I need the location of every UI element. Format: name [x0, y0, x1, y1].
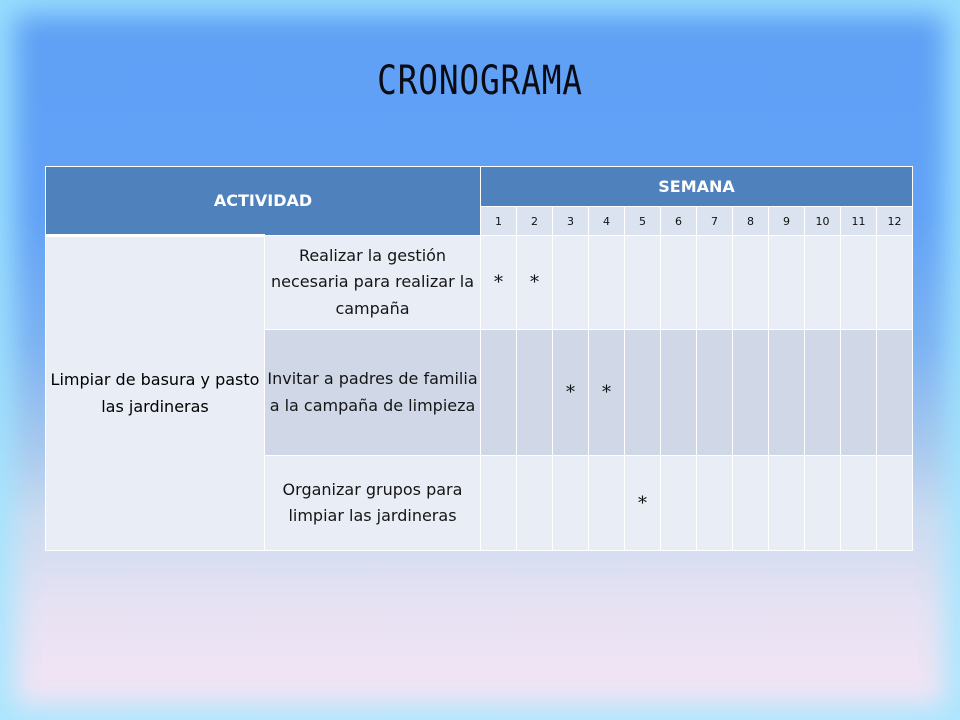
header-week: SEMANA	[481, 167, 913, 207]
week-mark-cell	[769, 236, 805, 330]
week-mark-cell	[553, 236, 589, 330]
week-mark-cell	[805, 236, 841, 330]
main-activity-cell: Limpiar de basura y pasto las jardineras	[46, 236, 265, 551]
week-number: 9	[769, 207, 805, 236]
week-number: 7	[697, 207, 733, 236]
schedule-table	[45, 166, 913, 551]
week-mark-cell	[877, 330, 913, 456]
week-mark-cell	[625, 330, 661, 456]
week-mark-cell	[481, 456, 517, 551]
week-mark-cell	[805, 330, 841, 456]
week-mark-cell: *	[517, 236, 553, 330]
week-number: 3	[553, 207, 589, 236]
week-mark-cell	[589, 236, 625, 330]
task-cell: Invitar a padres de familia a la campaña de limpieza	[265, 330, 481, 456]
header-activity: ACTIVIDAD	[46, 167, 481, 236]
week-number: 12	[877, 207, 913, 236]
week-mark-cell: *	[481, 236, 517, 330]
week-mark-cell	[733, 236, 769, 330]
week-mark-cell	[661, 456, 697, 551]
week-number: 10	[805, 207, 841, 236]
week-number: 11	[841, 207, 877, 236]
week-number: 6	[661, 207, 697, 236]
week-mark-cell: *	[589, 330, 625, 456]
week-mark-cell	[661, 330, 697, 456]
week-number: 4	[589, 207, 625, 236]
week-number: 8	[733, 207, 769, 236]
week-number: 5	[625, 207, 661, 236]
week-mark-cell	[733, 456, 769, 551]
week-mark-cell	[697, 330, 733, 456]
week-mark-cell	[805, 456, 841, 551]
week-number: 2	[517, 207, 553, 236]
week-number: 1	[481, 207, 517, 236]
table-row	[46, 236, 913, 330]
week-mark-cell	[733, 330, 769, 456]
week-mark-cell	[841, 456, 877, 551]
week-mark-cell	[841, 330, 877, 456]
week-mark-cell	[517, 456, 553, 551]
week-mark-cell	[769, 330, 805, 456]
task-cell: Realizar la gestión necesaria para realizar la campaña	[265, 236, 481, 330]
week-mark-cell	[877, 236, 913, 330]
task-cell: Organizar grupos para limpiar las jardineras	[265, 456, 481, 551]
week-mark-cell	[589, 456, 625, 551]
week-mark-cell	[481, 330, 517, 456]
slide-title: CRONOGRAMA	[377, 58, 583, 104]
week-mark-cell	[877, 456, 913, 551]
week-mark-cell	[841, 236, 877, 330]
week-mark-cell	[553, 456, 589, 551]
week-mark-cell	[661, 236, 697, 330]
week-mark-cell	[517, 330, 553, 456]
week-mark-cell	[625, 236, 661, 330]
week-mark-cell	[697, 236, 733, 330]
week-mark-cell	[769, 456, 805, 551]
week-mark-cell: *	[553, 330, 589, 456]
week-mark-cell: *	[625, 456, 661, 551]
week-mark-cell	[697, 456, 733, 551]
